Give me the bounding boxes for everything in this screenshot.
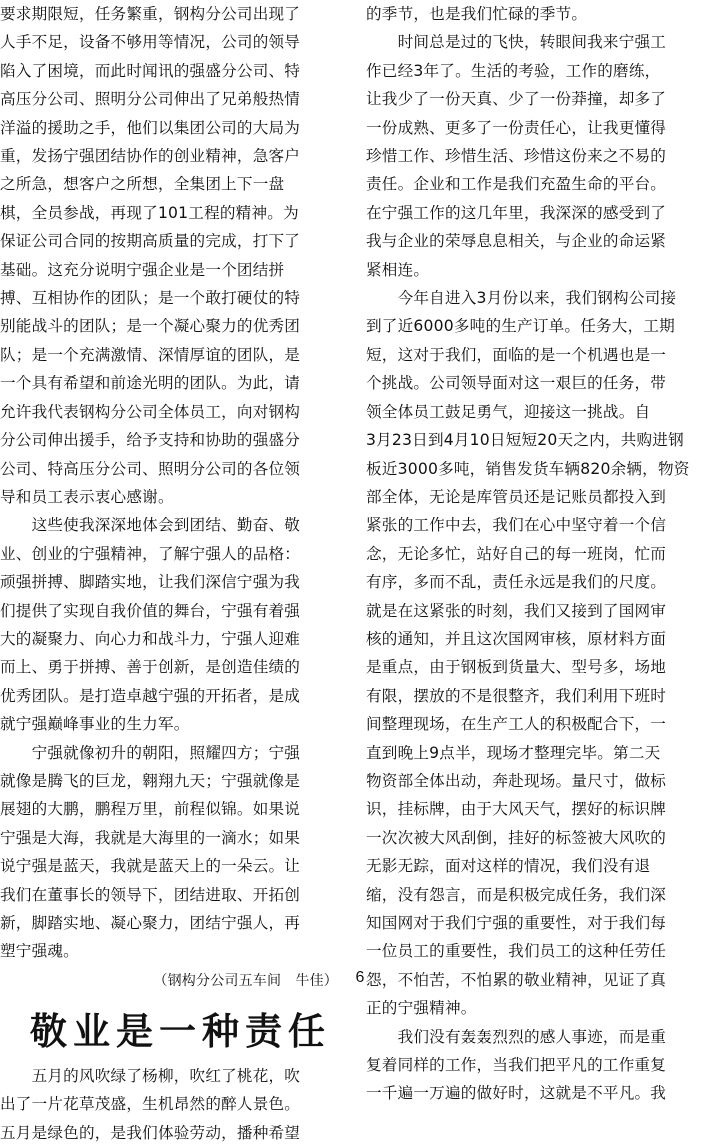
- body-paragraph: 时间总是过的飞快，转眼间我来宁强工 作已经3年了。生活的考验，工作的磨练， 让我少了一份天真、少了一份莽撞，却多了 一份成熟、更多了一份责任心，让我更懂得 珍惜工作、珍惜生活、珍惜这份来之不易的 责任。企业和工作是我们充盈生命的平台。 在宁强工作的这几年里，我深深的感受到了 我与企业的荣辱息息相关，与企业的命运紧 紧相连。: [366, 33, 667, 279]
- body-paragraph: 要求期限短，任务繁重，钢构分公司出现了 人手不足，设备不够用等情况，公司的领导 陷入了困境，而此时闻讯的强盛分公司、特 高压分公司、照明分公司伸出了兄弟般热情 洋溢的援助之手，他们以集团公司的大局为 重，发扬宁强团结协作的创业精神，急客户 之所急，想客户之所想，全集团上下一盘 棋，全员参战，再现了101工程的精神。为 保证公司合同的按期高质量的完成，打下了 基础。这充分说明宁强企业是一个团结拼 搏、互相协作的团队；是一个敢打硬仗的特 别能战斗的团队；是一个凝心聚力的优秀团 队；是一个充满激情、深情厚谊的团队，是 一个具有希望和前途光明的团队。为此，请 允许我代表钢构分公司全体员工，向对钢构 分公司伸出援手，给予支持和协助的强盛分 公司、特高压分公司、照明分公司的各位领 导和员工表示衷心感谢。: [0, 5, 301, 506]
- page-number: 6: [355, 969, 365, 986]
- body-paragraph: 这些使我深深地体会到团结、勤奋、敬 业、创业的宁强精神，了解宁强人的品格： 顽强拼搏、脚踏实地，让我们深信宁强为我 们提供了实现自我价值的舞台，宁强有着强 大的凝聚力、向心力和战斗力，宁强人迎难 而上、勇于拼搏、善于创新，是创造佳绩的 优秀团队。是打造卓越宁强的开拓者，是成 就宁强巅峰事业的生力军。: [0, 516, 301, 734]
- body-paragraph: 我们没有轰轰烈烈的感人事迹，而是重 复着同样的工作，当我们把平凡的工作重复 一千遍一万遍的做好时，这就是不平凡。我: [366, 1027, 667, 1103]
- right-column: [366, 0, 720, 1108]
- body-paragraph: 宁强就像初升的朝阳，照耀四方；宁强 就像是腾飞的巨龙，翱翔九天；宁强就像是 展翅的大鹏，鹏程万里，前程似锦。如果说 宁强是大海，我就是大海里的一滴水；如果 说宁强是蓝天，我就是蓝天上的一朵云。让 我们在董事长的领导下，团结进取、开拓创 新，脚踏实地、凝心聚力，团结宁强人，再 塑宁强魂。: [0, 743, 301, 961]
- body-paragraph: 五月的风吹绿了杨柳，吹红了桃花，吹 出了一片花草茂盛，生机昂然的醉人景色。 五月是绿色的，是我们体验劳动，播种希望: [0, 1066, 301, 1142]
- body-paragraph: 的季节，也是我们忙碌的季节。: [366, 5, 588, 23]
- author-byline: （钢构分公司五车间 牛佳）: [153, 972, 338, 989]
- body-paragraph: 今年自进入3月份以来，我们钢构公司接 到了近6000多吨的生产订单。任务大，工期 短，这对于我们，面临的是一个机遇也是一 个挑战。公司领导面对这一艰巨的任务，带 领全体员工鼓足勇气，迎接这一挑战。自 3月23日到4月10日短短20天之内，共购进钢 板近3000多吨，销售发货车辆820余辆，物资 部全体，无论是库管员还是记账员都投入到 紧张的工作中去，我们在心中坚守着一个信 念，无论多忙，站好自己的每一班岗，忙而 有序，多而不乱，责任永远是我们的尺度。 就是在这紧张的时刻，我们又接到了国网审 核的通知，并且这次国网审核，原材料方面 是重点，由于钢板到货量大、型号多，场地 有限，摆放的不是很整齐，我们利用下班时 间整理现场，在生产工人的积极配合下，一 直到晚上9点半，现场才整理完毕。第二天 物资部全体出动，奔赴现场。量尺寸，做标 识，挂标牌，由于大风天气，摆好的标识牌 一次次被大风刮倒，挂好的标签被大风吹的 无影无踪，面对这样的情况，我们没有退 缩，没有怨言，而是积极完成任务，我们深 知国网对于我们宁强的重要性，对于我们每 一位员工的重要性，我们员工的这种任劳任 怨，不怕苦，不怕累的敬业精神，见证了真 正的宁强精神。: [366, 289, 690, 1018]
- article-heading: 敬业是一种责任: [30, 1008, 331, 1053]
